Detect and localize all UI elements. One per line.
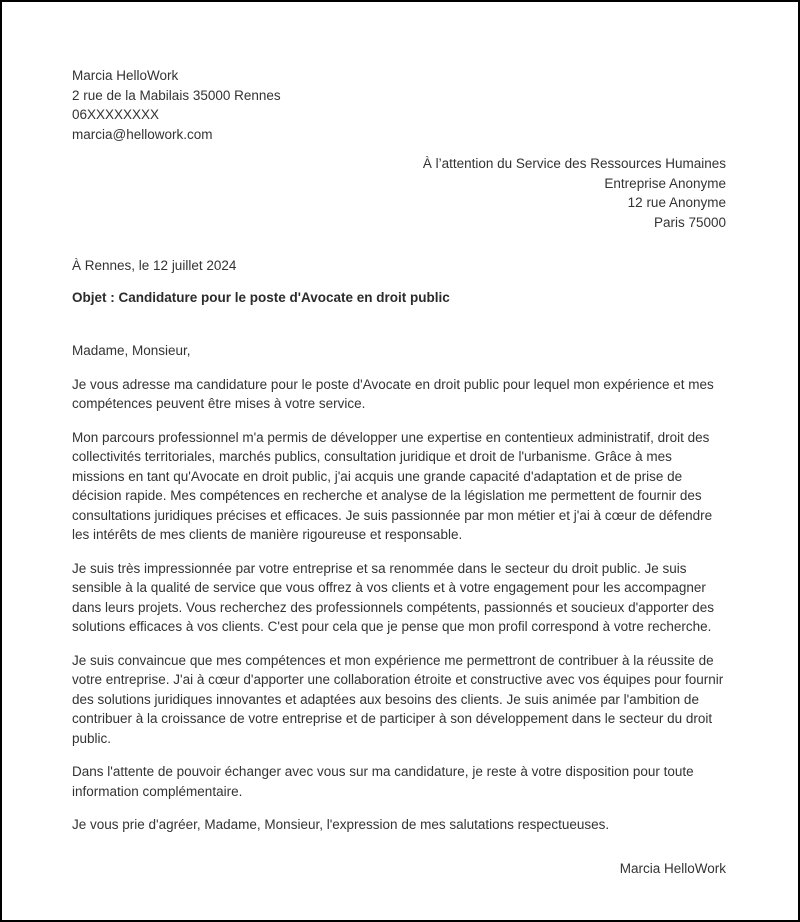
body-paragraph-5: Dans l'attente de pouvoir échanger avec vous sur ma candidature, je reste à votre disposition pour toute information complémentaire.: [72, 764, 694, 799]
salutation: Madame, Monsieur,: [72, 343, 191, 358]
recipient-address: 12 rue Anonyme: [627, 195, 726, 210]
sender-block: [72, 66, 726, 144]
sender-email: marcia@hellowork.com: [72, 126, 213, 142]
body-paragraph-4: Je suis convaincue que mes compétences et mon expérience me permettront de contribuer à la réussite de votre entreprise. J'ai à cœur d'apporter une collaboration étroite et constructive avec vos équipes pour fournir des solutions juridiques innovantes et adaptées aux besoins des clients. Je suis animée par l'ambition de contribuer à la croissance de votre entreprise et de participer à son développement dans le secteur du droit public.: [72, 652, 724, 746]
body-paragraph-6: Je vous prie d'agréer, Madame, Monsieur, l'expression de mes salutations respectueuses.: [72, 817, 610, 832]
date-line: À Rennes, le 12 juillet 2024: [72, 258, 237, 273]
recipient-attention-line: À l’attention du Service des Ressources Humaines: [422, 156, 726, 171]
body-paragraph-3: Je suis très impressionnée par votre entreprise et sa renommée dans le secteur du droit public. Je suis sensible à la qualité de service que vous offrez à vos clients et à votre engagement pour les accompagner dans leurs projets. Vous recherchez des professionnels compétents, passionnés et soucieux d'apporter des solutions efficaces à vos clients. C'est pour cela que je pense que mon profil correspond à votre recherche.: [72, 560, 714, 634]
body-paragraph-2: Mon parcours professionnel m'a permis de développer une expertise en contentieux administratif, droit des collectivités territoriales, marchés publics, consultation juridique et droit de l'urbanisme. Grâce à mes missions en tant qu'Avocate en droit public, j'ai acquis une grande capacité d'adaptation et de prise de décision rapide. Mes compétences en recherche et analyse de la législation me permettent de fournir des consultations juridiques précises et efficaces. Je suis passionnée par mon métier et j'ai à cœur de défendre les intérêts de mes clients de manière rigoureuse et responsable.: [72, 429, 713, 542]
sender-name: Marcia HelloWork: [72, 68, 179, 83]
sender-phone: 06XXXXXXXX: [72, 107, 160, 122]
recipient-city: Paris 75000: [653, 214, 726, 230]
recipient-company: Entreprise Anonyme: [604, 175, 726, 191]
subject-line: Objet : Candidature pour le poste d'Avocate en droit public: [72, 289, 450, 305]
sender-address: 2 rue de la Mabilais 35000 Rennes: [72, 87, 281, 103]
body-paragraph-1: Je vous adresse ma candidature pour le poste d'Avocate en droit public pour lequel mon expérience et mes compétences peuvent être mises à votre service.: [72, 376, 714, 411]
recipient-block: [72, 154, 726, 232]
signature: Marcia HelloWork: [619, 860, 726, 876]
